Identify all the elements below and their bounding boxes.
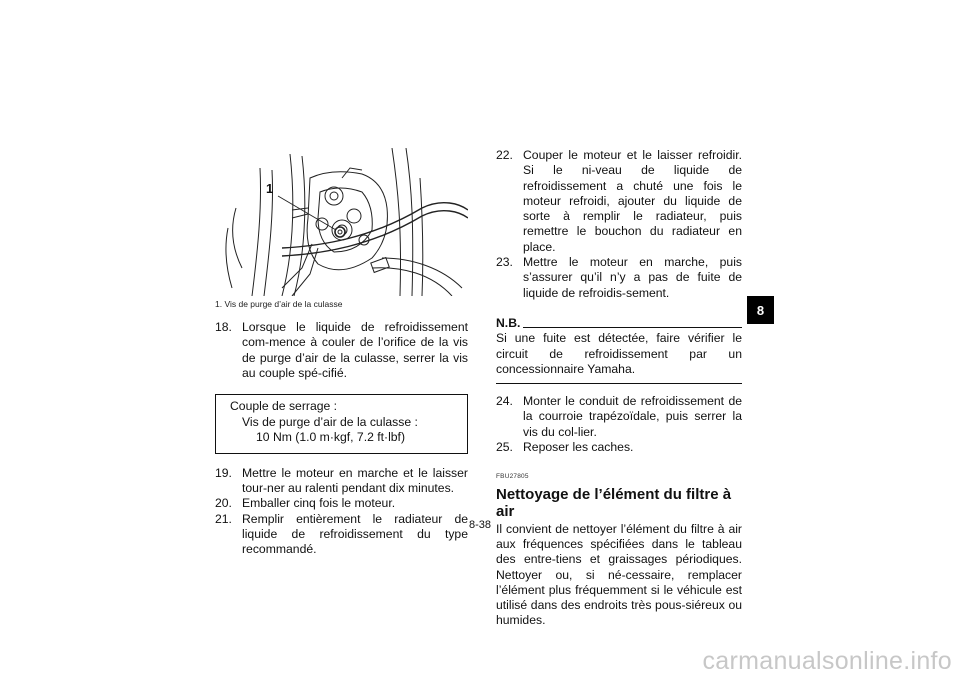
step-text: Couper le moteur et le laisser refroidir. Si le ni-veau de liquide de refroidissement a chuté une fois le moteur refroidi, ajouter du liquide de sorte à remplir le radiateur, puis remettre le bouchon du radiateur en place. [523, 148, 742, 254]
note-header [496, 316, 742, 331]
step-text: Emballer cinq fois le moteur. [242, 496, 396, 511]
section-heading: Nettoyage de l’élément du filtre à air [496, 485, 732, 520]
spec-item: Vis de purge d’air de la culasse : [242, 414, 418, 429]
step-number: 23. [496, 255, 513, 270]
figure-caption: 1. Vis de purge d’air de la culasse [215, 299, 343, 309]
step-25 [496, 440, 742, 455]
watermark: carmanualsonline.info [702, 647, 952, 675]
right-column [496, 148, 742, 629]
note-end-rule [496, 383, 742, 384]
page-number: 8-38 [468, 519, 492, 531]
step-text: Reposer les caches. [523, 440, 634, 455]
spec-title: Couple de serrage : [230, 399, 338, 414]
figure-callout-number: 1 [266, 181, 274, 196]
step-text: Remplir entièrement le radiateur de liquide de refroidissement du type recommandé. [242, 511, 468, 557]
step-number: 18. [215, 320, 232, 334]
engine-illustration [222, 148, 468, 296]
chapter-tab: 8 [747, 296, 774, 324]
step-23 [496, 255, 742, 301]
step-22 [496, 148, 742, 255]
section-paragraph: Il convient de nettoyer l’élément du filtre à air aux fréquences spécifiées dans le tableau des entre-tiens et graissages périodiques. Nettoyer ou, si né-cessaire, remplacer l’élément plus fréquemment si le véhicule est utilisé dans des endroits très pous-siéreux ou humides. [496, 521, 742, 628]
torque-spec-box [215, 394, 468, 454]
note-rule [523, 327, 742, 328]
step-19 [215, 466, 468, 497]
step-text: Mettre le moteur en marche et le laisser tour-ner au ralenti pendant dix minutes. [242, 465, 468, 495]
step-20 [215, 496, 468, 511]
step-24 [496, 394, 742, 440]
step-18 [215, 320, 468, 381]
spec-value: 10 Nm (1.0 m·kgf, 7.2 ft·lbf) [256, 430, 405, 445]
step-number: 20. [215, 496, 232, 511]
step-number: 25. [496, 440, 513, 455]
section-code: FBU27805 [496, 473, 529, 481]
step-number: 19. [215, 465, 232, 480]
engine-line-drawing [222, 148, 468, 296]
note-text: Si une fuite est détectée, faire vérifier le circuit de refroidissement par un concessionnaire Yamaha. [496, 331, 742, 376]
step-text: Lorsque le liquide de refroidissement com-mence à couler de l’orifice de la vis de purge d’air de la culasse, serrer la vis au couple spé-cifié. [242, 320, 468, 380]
step-text: Monter le conduit de refroidissement de la courroie trapézoïdale, puis serrer la vis du col-lier. [523, 394, 742, 439]
step-text: Mettre le moteur en marche, puis s’assurer qu’il n’y a pas de fuite de liquide de refroidis-sement. [523, 255, 742, 300]
step-number: 21. [215, 511, 232, 526]
note-label: N.B. [496, 315, 521, 330]
step-number: 24. [496, 394, 513, 409]
note-block [496, 316, 742, 384]
step-number: 22. [496, 148, 513, 162]
